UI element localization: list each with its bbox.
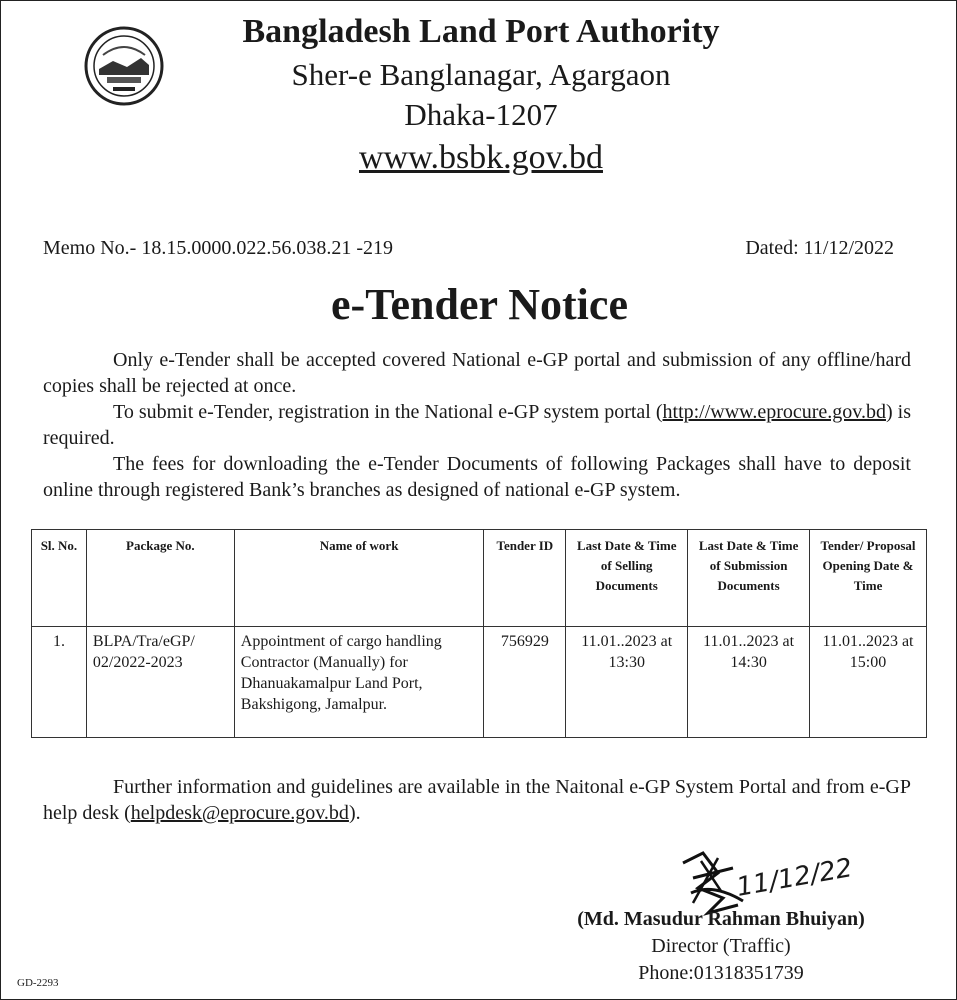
- org-name: Bangladesh Land Port Authority: [242, 13, 720, 50]
- table-row: [32, 627, 927, 738]
- memo-date: Dated: 11/12/2022: [745, 237, 894, 259]
- table-header-row: [32, 530, 927, 627]
- further-info-paragraph: [43, 774, 911, 826]
- page-title: e-Tender Notice: [331, 280, 628, 329]
- cell-opening-date: 11.01..2023 at 15:00: [810, 627, 927, 738]
- header-tender-id: Tender ID: [484, 530, 566, 627]
- document-code: GD-2293: [17, 977, 59, 989]
- header-selling-date: Last Date & Time of Selling Documents: [566, 530, 688, 627]
- header-package-no: Package No.: [86, 530, 234, 627]
- header-submission-date: Last Date & Time of Submission Documents: [688, 530, 810, 627]
- signatory-name: (Md. Masudur Rahman Bhuiyan): [577, 908, 865, 930]
- further-info: [43, 774, 911, 826]
- address-line-2: Dhaka-1207: [404, 97, 558, 132]
- registration-text-suffix: ) is required.: [43, 401, 911, 449]
- authority-logo: [83, 25, 165, 107]
- eprocure-link[interactable]: http://www.eprocure.gov.bd: [662, 401, 886, 423]
- cell-tender-id: 756929: [484, 627, 566, 738]
- cell-package-no: BLPA/Tra/eGP/ 02/2022-2023: [86, 627, 234, 738]
- helpdesk-email-link[interactable]: helpdesk@eprocure.gov.bd: [130, 802, 349, 824]
- header-opening-date: Tender/ Proposal Opening Date & Time: [810, 530, 927, 627]
- website-link[interactable]: www.bsbk.gov.bd: [359, 139, 603, 176]
- cell-name-of-work: Appointment of cargo handling Contractor (Manually) for Dhanuakamalpur Land Port, Bakshigong, Jamalpur.: [234, 627, 484, 738]
- registration-text-prefix: To submit e-Tender, registration in the National e-GP system portal (: [113, 401, 663, 423]
- cell-sl-no: 1.: [32, 627, 87, 738]
- memo-number: Memo No.- 18.15.0000.022.56.038.21 -219: [43, 237, 393, 259]
- further-info-suffix: ).: [348, 802, 361, 824]
- cell-submission-date: 11.01..2023 at 14:30: [688, 627, 810, 738]
- signatory-block: [541, 906, 901, 987]
- signatory-phone: Phone:01318351739: [638, 962, 804, 984]
- paragraph-registration: [43, 399, 911, 451]
- notice-body: [43, 347, 911, 503]
- paragraph-fees: The fees for downloading the e-Tender Documents of following Packages shall have to deposit online through registered Bank’s branches as designed of national e-GP system.: [43, 453, 911, 501]
- further-info-prefix: Further information and guidelines are available in the Naitonal e-GP System Portal and from e-GP help desk (: [43, 776, 911, 824]
- address-line-1: Sher-e Banglanagar, Agargaon: [291, 57, 671, 92]
- tender-table: [31, 529, 927, 738]
- cell-selling-date: 11.01..2023 at 13:30: [566, 627, 688, 738]
- signatory-designation: Director (Traffic): [651, 935, 791, 957]
- header-sl-no: Sl. No.: [32, 530, 87, 627]
- header-name-of-work: Name of work: [234, 530, 484, 627]
- handwritten-date: 11/12/22: [734, 853, 855, 903]
- paragraph-offline-rule: Only e-Tender shall be accepted covered National e-GP portal and submission of any offline/hard copies shall be rejected at once.: [43, 349, 911, 397]
